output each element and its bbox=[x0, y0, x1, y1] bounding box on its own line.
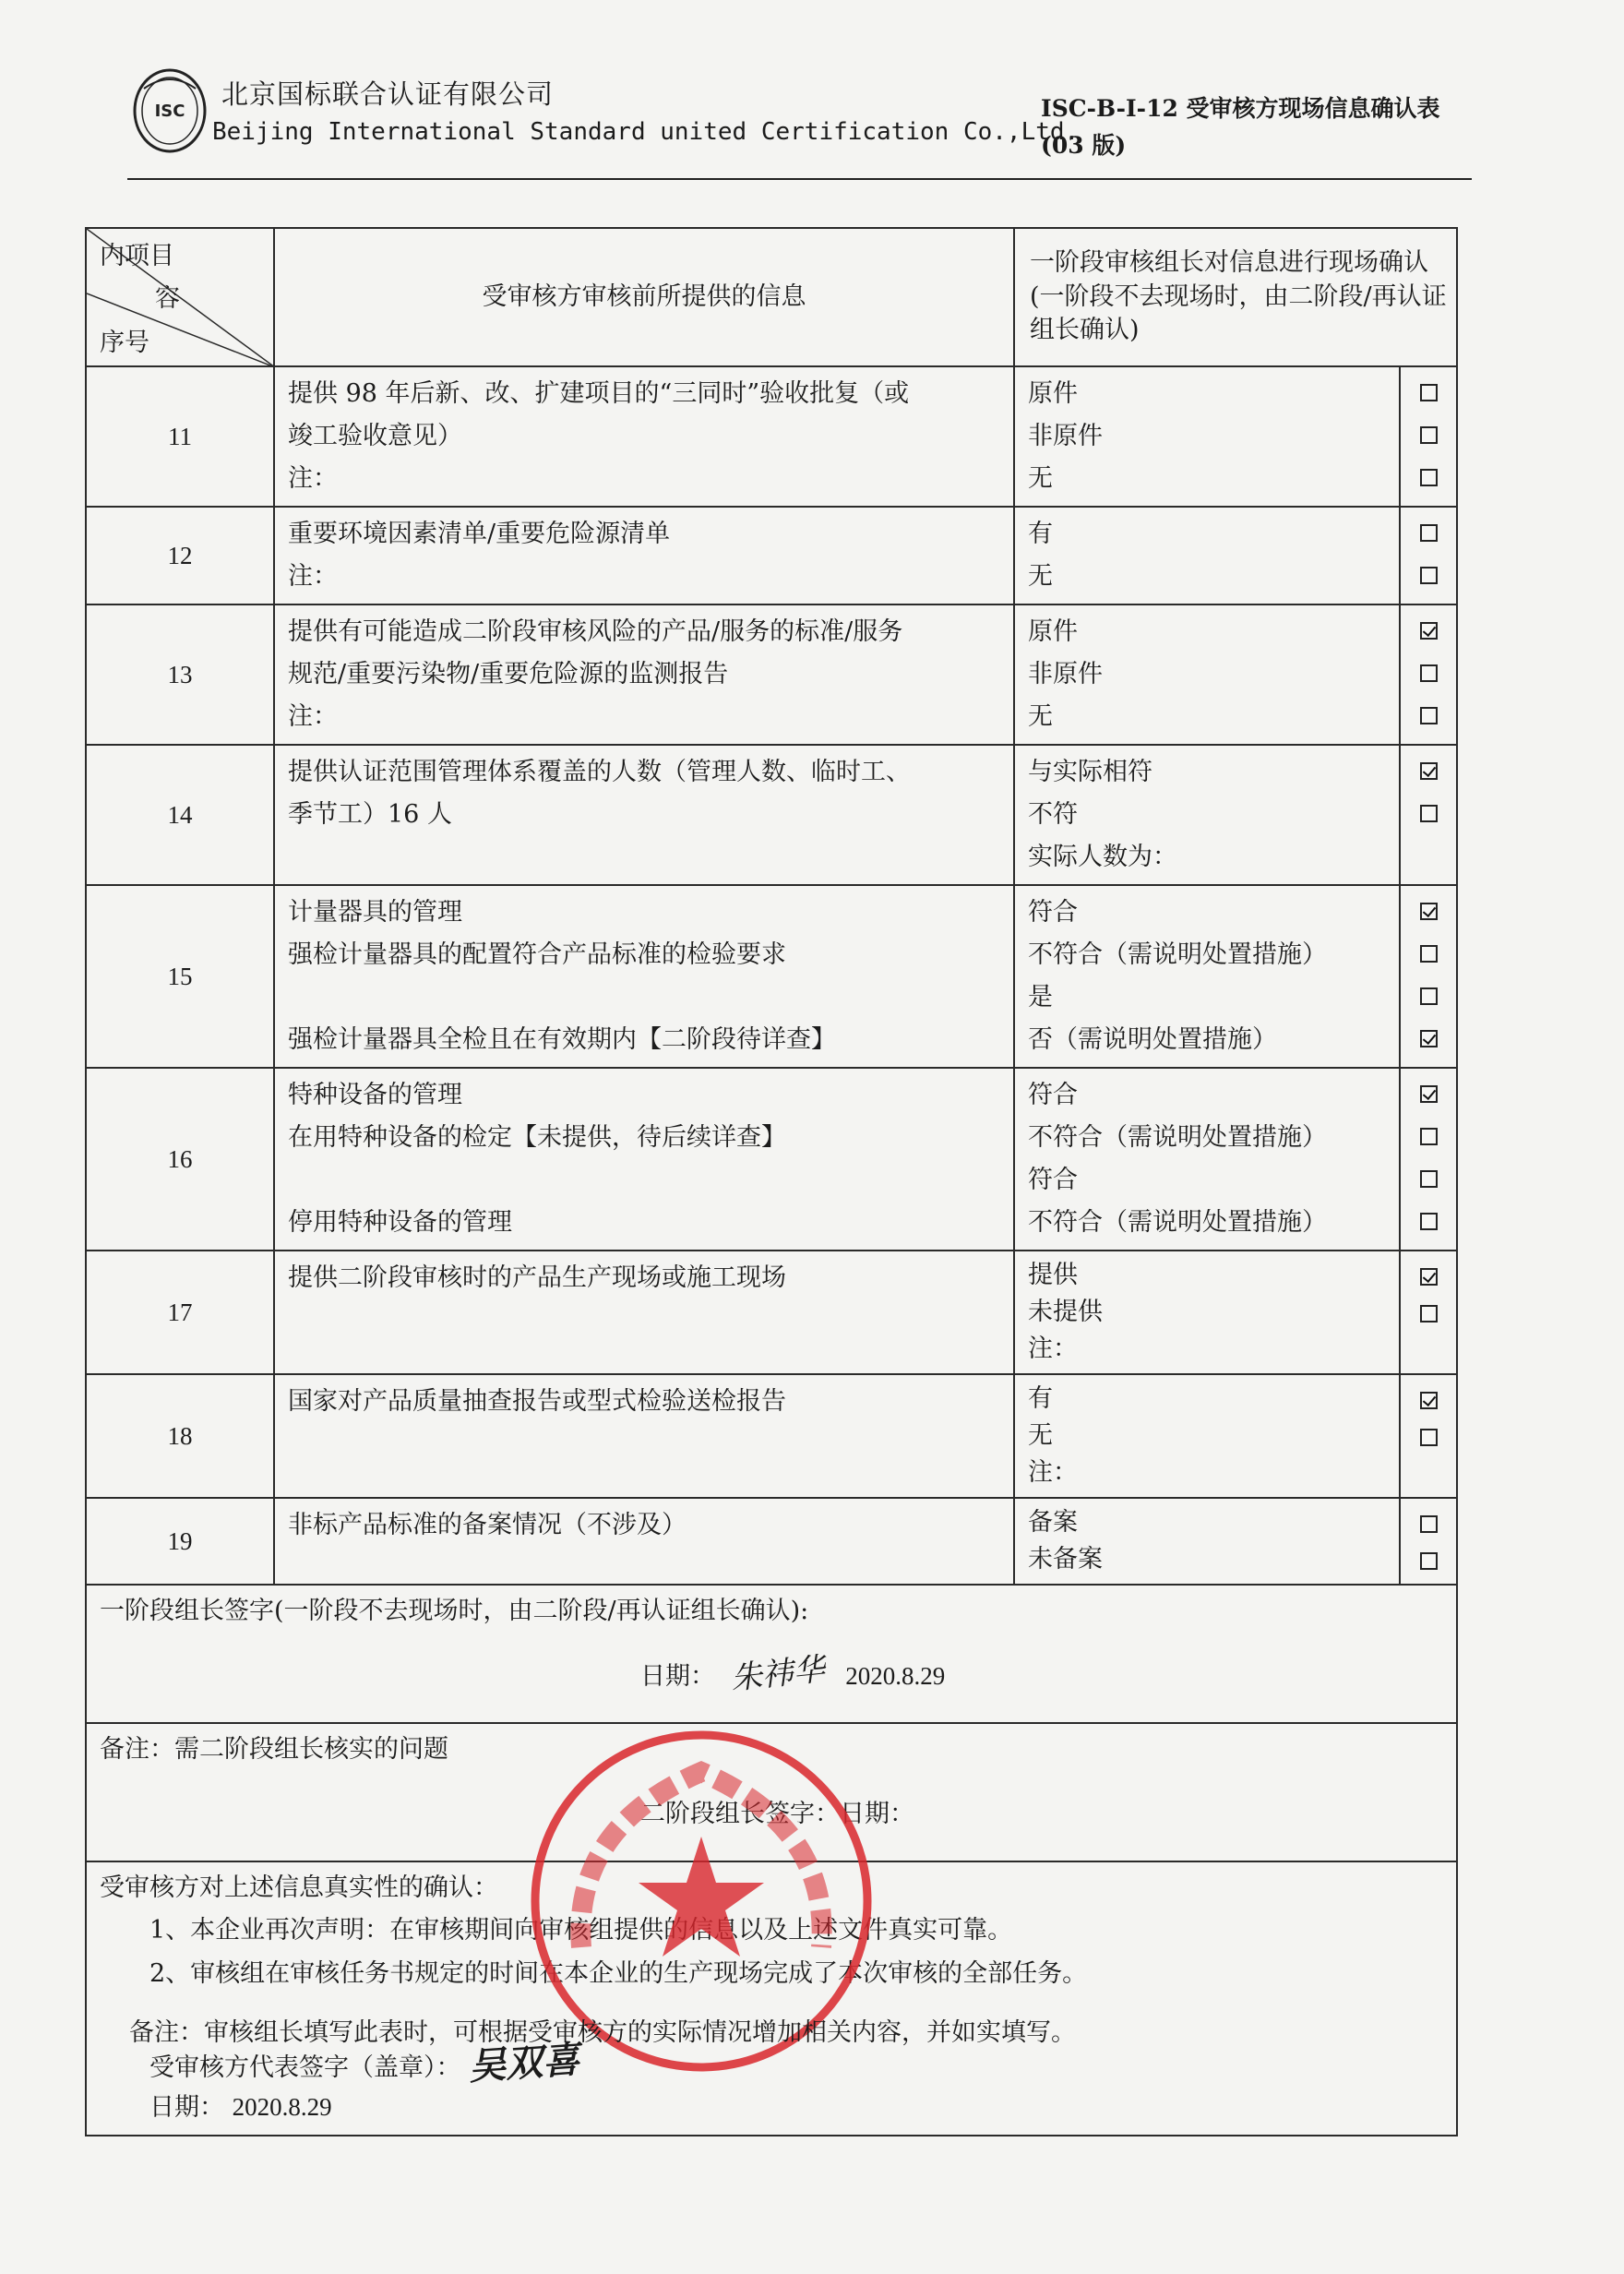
info-line: 提供认证范围管理体系覆盖的人数（管理人数、临时工、 bbox=[288, 758, 911, 786]
confirmation-date: 2020.8.29 bbox=[232, 2093, 332, 2122]
checkbox[interactable] bbox=[1420, 664, 1438, 682]
option-label: 有 bbox=[1028, 1384, 1053, 1413]
checked-checkbox[interactable] bbox=[1420, 1030, 1438, 1047]
option-checkbox-slot bbox=[1401, 892, 1456, 934]
row-info bbox=[274, 885, 1014, 1068]
info-line: 规范/重要污染物/重要危险源的监测报告 bbox=[288, 660, 729, 688]
info-line: 特种设备的管理 bbox=[288, 1081, 462, 1109]
option-label: 原件 bbox=[1028, 617, 1078, 646]
checkbox[interactable] bbox=[1420, 1128, 1438, 1145]
row-options bbox=[1014, 366, 1400, 507]
checkbox[interactable] bbox=[1420, 1170, 1438, 1188]
row-number: 19 bbox=[86, 1498, 274, 1585]
checkbox[interactable] bbox=[1420, 945, 1438, 963]
table-row bbox=[86, 885, 1457, 1068]
row-checkboxes bbox=[1400, 604, 1457, 745]
checkbox[interactable] bbox=[1420, 1213, 1438, 1230]
option-label: 符合 bbox=[1028, 1166, 1078, 1194]
option-checkbox-slot bbox=[1401, 934, 1456, 976]
option-label: 注： bbox=[1028, 1458, 1078, 1487]
header-serial-label: 序号 bbox=[100, 329, 149, 357]
row-options bbox=[1014, 745, 1400, 885]
confirmation-date-label: 日期： bbox=[149, 2093, 224, 2123]
checkbox[interactable] bbox=[1420, 567, 1438, 584]
representative-signature: 吴双喜 bbox=[467, 2038, 581, 2089]
option-label: 是 bbox=[1028, 983, 1053, 1011]
row-number: 14 bbox=[86, 745, 274, 885]
option-label: 非原件 bbox=[1028, 422, 1103, 450]
option-checkbox-slot bbox=[1401, 1159, 1456, 1202]
info-line: 注： bbox=[288, 464, 338, 493]
info-line: 非标产品标准的备案情况（不涉及） bbox=[288, 1511, 687, 1539]
company-name-cn: 北京国标联合认证有限公司 bbox=[221, 78, 555, 110]
option-checkbox-slot bbox=[1401, 1504, 1456, 1541]
row-number: 13 bbox=[86, 604, 274, 745]
option-label: 与实际相符 bbox=[1028, 758, 1152, 786]
option-label: 不符合（需说明处置措施） bbox=[1028, 1208, 1327, 1237]
option-checkbox-slot bbox=[1401, 1454, 1456, 1491]
info-line: 注： bbox=[288, 702, 338, 731]
company-name-en: Beijing International Standard united Certification Co.,Ltd. bbox=[212, 118, 1080, 146]
row-number: 12 bbox=[86, 507, 274, 604]
row-info bbox=[274, 1068, 1014, 1251]
checkbox[interactable] bbox=[1420, 1552, 1438, 1570]
option-label: 原件 bbox=[1028, 379, 1078, 408]
info-line: 提供二阶段审核时的产品生产现场或施工现场 bbox=[288, 1263, 786, 1292]
info-line: 在用特种设备的检定【未提供，待后续详查】 bbox=[288, 1123, 786, 1152]
company-logo bbox=[124, 63, 216, 155]
checkbox[interactable] bbox=[1420, 469, 1438, 486]
row-checkboxes bbox=[1400, 745, 1457, 885]
row-number: 17 bbox=[86, 1251, 274, 1374]
option-checkbox-slot bbox=[1401, 751, 1456, 794]
checked-checkbox[interactable] bbox=[1420, 1085, 1438, 1103]
row-checkboxes bbox=[1400, 507, 1457, 604]
option-label: 实际人数为： bbox=[1028, 843, 1177, 871]
row-options bbox=[1014, 507, 1400, 604]
row-options bbox=[1014, 1374, 1400, 1498]
option-checkbox-slot bbox=[1401, 513, 1456, 556]
row-options bbox=[1014, 1498, 1400, 1585]
option-checkbox-slot bbox=[1401, 415, 1456, 458]
row-checkboxes bbox=[1400, 885, 1457, 1068]
info-line: 注： bbox=[288, 562, 338, 591]
checkbox[interactable] bbox=[1420, 426, 1438, 444]
option-label: 备案 bbox=[1028, 1508, 1078, 1537]
stage1-date-label: 日期： bbox=[640, 1662, 715, 1691]
row-info bbox=[274, 604, 1014, 745]
table-header-row bbox=[86, 228, 1457, 366]
option-label: 不符合（需说明处置措施） bbox=[1028, 940, 1327, 969]
checked-checkbox[interactable] bbox=[1420, 762, 1438, 780]
option-label: 非原件 bbox=[1028, 660, 1103, 688]
checked-checkbox[interactable] bbox=[1420, 622, 1438, 640]
option-checkbox-slot bbox=[1401, 1117, 1456, 1159]
row-options bbox=[1014, 1251, 1400, 1374]
confirmation-item-1: 1、本企业再次声明：在审核期间向审核组提供的信息以及上述文件真实可靠。 bbox=[149, 1916, 1013, 1945]
table-row bbox=[86, 745, 1457, 885]
option-checkbox-slot bbox=[1401, 836, 1456, 879]
option-checkbox-slot bbox=[1401, 1418, 1456, 1454]
confirmation-item-2: 2、审核组在审核任务书规定的时间在本企业的生产现场完成了本次审核的全部任务。 bbox=[149, 1958, 1088, 1988]
checkbox[interactable] bbox=[1420, 1515, 1438, 1533]
representative-sign-label: 受审核方代表签字（盖章）： bbox=[149, 2053, 461, 2083]
option-label: 无 bbox=[1028, 562, 1053, 591]
info-line: 停用特种设备的管理 bbox=[288, 1208, 512, 1237]
option-label: 不符合（需说明处置措施） bbox=[1028, 1123, 1327, 1152]
option-checkbox-slot bbox=[1401, 1074, 1456, 1117]
info-line: 提供有可能造成二阶段审核风险的产品/服务的标准/服务 bbox=[288, 617, 903, 646]
info-line: 季节工）16 人 bbox=[288, 800, 452, 829]
info-column-header: 受审核方审核前所提供的信息 bbox=[274, 228, 1014, 366]
option-checkbox-slot bbox=[1401, 373, 1456, 415]
row-checkboxes bbox=[1400, 1498, 1457, 1585]
checked-checkbox[interactable] bbox=[1420, 1268, 1438, 1286]
option-checkbox-slot bbox=[1401, 1019, 1456, 1061]
row-info bbox=[274, 1374, 1014, 1498]
stage1-sign-row bbox=[86, 1585, 1457, 1723]
row-checkboxes bbox=[1400, 1251, 1457, 1374]
row-options bbox=[1014, 604, 1400, 745]
form-footnote: 备注：审核组长填写此表时，可根据受审核方的实际情况增加相关内容，并如实填写。 bbox=[129, 2018, 1076, 2047]
checkbox[interactable] bbox=[1420, 1429, 1438, 1446]
row-options bbox=[1014, 1068, 1400, 1251]
option-label: 无 bbox=[1028, 702, 1053, 731]
row-options bbox=[1014, 885, 1400, 1068]
option-checkbox-slot bbox=[1401, 556, 1456, 598]
row-checkboxes bbox=[1400, 1374, 1457, 1498]
option-checkbox-slot bbox=[1401, 794, 1456, 836]
header-content-label-2: 容 bbox=[155, 284, 180, 313]
option-label: 有 bbox=[1028, 520, 1053, 548]
table-row bbox=[86, 366, 1457, 507]
row-info bbox=[274, 745, 1014, 885]
info-line: 国家对产品质量抽查报告或型式检验送检报告 bbox=[288, 1387, 786, 1416]
table-row bbox=[86, 604, 1457, 745]
option-checkbox-slot bbox=[1401, 1331, 1456, 1368]
row-info bbox=[274, 1251, 1014, 1374]
diagonal-header-cell bbox=[86, 228, 274, 366]
checkbox[interactable] bbox=[1420, 987, 1438, 1005]
row-number: 15 bbox=[86, 885, 274, 1068]
option-checkbox-slot bbox=[1401, 696, 1456, 738]
checkbox[interactable] bbox=[1420, 524, 1438, 542]
option-label: 符合 bbox=[1028, 898, 1078, 927]
checkbox[interactable] bbox=[1420, 384, 1438, 401]
option-label: 未备案 bbox=[1028, 1545, 1103, 1574]
header-content-label: 内项目 bbox=[100, 242, 174, 270]
remark-label: 备注：需二阶段组长核实的问题 bbox=[100, 1735, 448, 1764]
info-line bbox=[288, 976, 1004, 1019]
row-info bbox=[274, 507, 1014, 604]
option-label: 无 bbox=[1028, 1421, 1053, 1450]
confirm-column-header: 一阶段审核组长对信息进行现场确认(一阶段不去现场时，由二阶段/再认证组长确认) bbox=[1014, 228, 1457, 366]
info-line: 强检计量器具的配置符合产品标准的检验要求 bbox=[288, 940, 786, 969]
row-number: 11 bbox=[86, 366, 274, 507]
row-number: 18 bbox=[86, 1374, 274, 1498]
svg-text:ISC: ISC bbox=[154, 102, 185, 121]
document-version: (03 版) bbox=[1041, 132, 1127, 159]
option-checkbox-slot bbox=[1401, 1541, 1456, 1578]
info-line: 计量器具的管理 bbox=[288, 898, 462, 927]
stage1-signature: 朱祎华 bbox=[728, 1650, 827, 1698]
option-label: 符合 bbox=[1028, 1081, 1078, 1109]
stage1-date: 2020.8.29 bbox=[845, 1662, 946, 1690]
row-info bbox=[274, 366, 1014, 507]
option-label: 无 bbox=[1028, 464, 1053, 493]
option-checkbox-slot bbox=[1401, 1294, 1456, 1331]
row-checkboxes bbox=[1400, 1068, 1457, 1251]
option-checkbox-slot bbox=[1401, 976, 1456, 1019]
info-line: 强检计量器具全检且在有效期内【二阶段待详查】 bbox=[288, 1025, 836, 1054]
table-row bbox=[86, 1374, 1457, 1498]
option-checkbox-slot bbox=[1401, 653, 1456, 696]
stage1-sign-label: 一阶段组长签字(一阶段不去现场时，由二阶段/再认证组长确认): bbox=[100, 1597, 809, 1625]
row-info bbox=[274, 1498, 1014, 1585]
checkbox[interactable] bbox=[1420, 707, 1438, 724]
info-line bbox=[288, 1159, 1004, 1202]
checkbox[interactable] bbox=[1420, 1305, 1438, 1323]
table-row bbox=[86, 507, 1457, 604]
row-number: 16 bbox=[86, 1068, 274, 1251]
option-label: 提供 bbox=[1028, 1261, 1078, 1289]
option-label: 未提供 bbox=[1028, 1298, 1103, 1326]
table-row bbox=[86, 1068, 1457, 1251]
row-checkboxes bbox=[1400, 366, 1457, 507]
table-row bbox=[86, 1498, 1457, 1585]
checkbox[interactable] bbox=[1420, 805, 1438, 822]
table-row bbox=[86, 1251, 1457, 1374]
option-checkbox-slot bbox=[1401, 1381, 1456, 1418]
option-checkbox-slot bbox=[1401, 458, 1456, 500]
stage2-sign-label: 二阶段组长签字：日期： bbox=[640, 1800, 914, 1828]
header-divider bbox=[127, 178, 1472, 180]
info-line: 提供 98 年后新、改、扩建项目的“三同时”验收批复（或 bbox=[288, 379, 910, 408]
checked-checkbox[interactable] bbox=[1420, 1392, 1438, 1409]
option-label: 注： bbox=[1028, 1334, 1078, 1363]
option-label: 否（需说明处置措施） bbox=[1028, 1025, 1277, 1054]
checked-checkbox[interactable] bbox=[1420, 903, 1438, 920]
info-line: 竣工验收意见） bbox=[288, 422, 462, 450]
document-code: ISC-B-I-12 受审核方现场信息确认表 bbox=[1041, 95, 1440, 122]
option-checkbox-slot bbox=[1401, 1257, 1456, 1294]
option-checkbox-slot bbox=[1401, 1202, 1456, 1244]
confirmation-title: 受审核方对上述信息真实性的确认： bbox=[100, 1873, 498, 1902]
option-checkbox-slot bbox=[1401, 611, 1456, 653]
info-line: 重要环境因素清单/重要危险源清单 bbox=[288, 520, 671, 548]
option-label: 不符 bbox=[1028, 800, 1078, 829]
